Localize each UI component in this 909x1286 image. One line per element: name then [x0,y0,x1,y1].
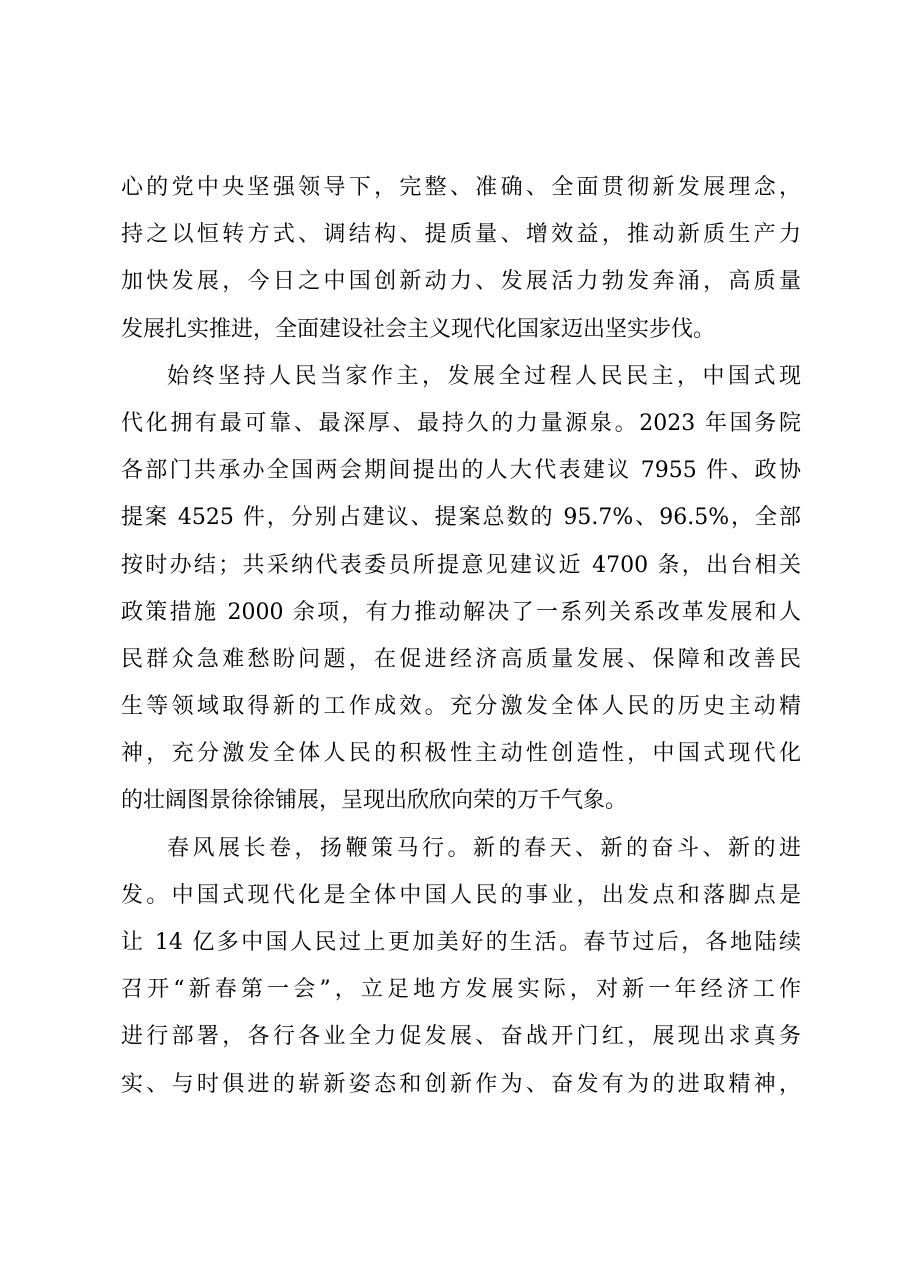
text-line: 发展扎实推进，全面建设社会主义现代化国家迈出坚实步伐。 [121,316,716,342]
text-line: 按时办结；共采纳代表委员所提意见建议近 4700 条，出台相关 [121,552,801,578]
text-line: 各部门共承办全国两会期间提出的人大代表建议 7955 件、政协 [121,458,801,484]
text-line: 召开“新春第一会”，立足地方发展实际，对新一年经济工作 [121,977,801,1003]
text-line: 的壮阔图景徐徐铺展，呈现出欣欣向荣的万千气象。 [121,788,628,814]
text-line: 提案 4525 件，分别占建议、提案总数的 95.7%、96.5%，全部 [121,505,801,531]
text-line: 实、与时俱进的崭新姿态和创新作为、奋发有为的进取精神， [121,1071,801,1097]
text-line: 代化拥有最可靠、最深厚、最持久的力量源泉。2023 年国务院 [121,410,801,436]
text-line: 神，充分激发全体人民的积极性主动性创造性，中国式现代化 [121,741,801,767]
body-text [121,164,801,1108]
text-line: 生等领域取得新的工作成效。充分激发全体人民的历史主动精 [121,694,801,720]
text-line: 加快发展，今日之中国创新动力、发展活力勃发奔涌，高质量 [121,269,801,295]
paragraph-first-line: 始终坚持人民当家作主，发展全过程人民民主，中国式现 [167,363,801,389]
text-line: 民群众急难愁盼问题，在促进经济高质量发展、保障和改善民 [121,646,801,672]
text-line: 心的党中央坚强领导下，完整、准确、全面贯彻新发展理念， [121,175,801,200]
text-line: 发。中国式现代化是全体中国人民的事业，出发点和落脚点是 [121,882,801,908]
text-line: 政策措施 2000 余项，有力推动解决了一系列关系改革发展和人 [121,599,801,625]
paragraph-first-line: 春风展长卷，扬鞭策马行。新的春天、新的奋斗、新的进 [167,835,801,861]
text-line: 持之以恒转方式、调结构、提质量、增效益，推动新质生产力 [121,222,801,248]
text-line: 让 14 亿多中国人民过上更加美好的生活。春节过后，各地陆续 [121,930,801,955]
text-line: 进行部署，各行各业全力促发展、奋战开门红，展现出求真务 [121,1024,801,1050]
